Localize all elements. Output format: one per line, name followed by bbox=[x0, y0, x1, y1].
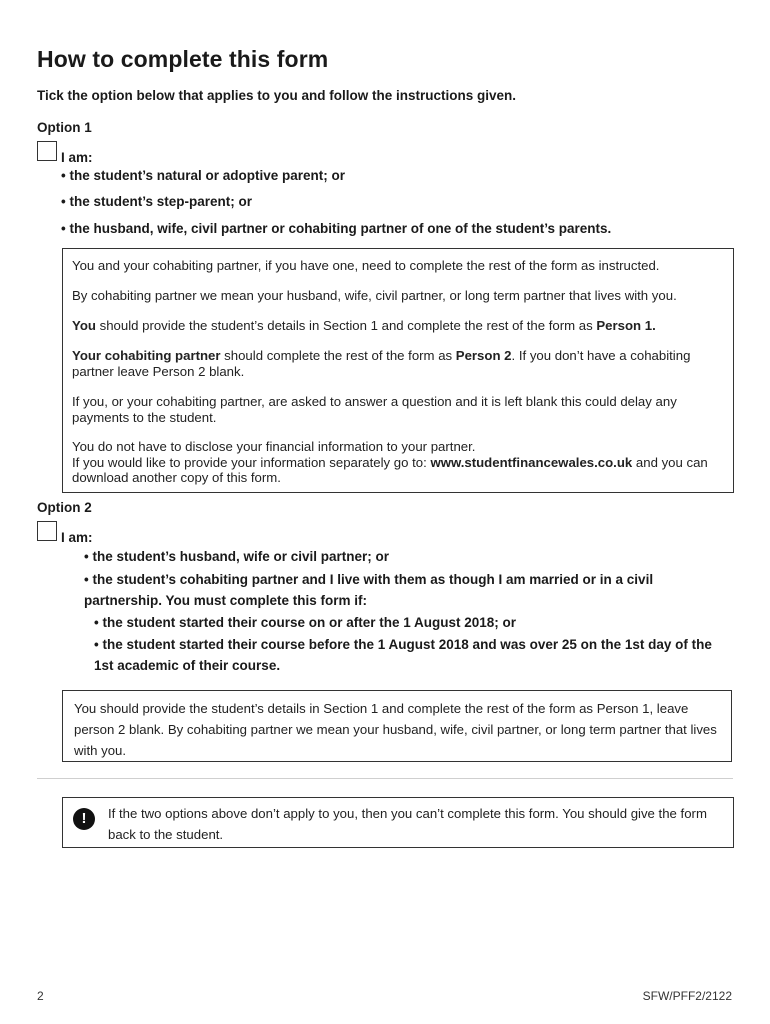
page-title: How to complete this form bbox=[37, 46, 329, 72]
info-paragraph: You should provide the student’s details in Section 1 and complete the rest of the form as Person 1. bbox=[72, 318, 656, 333]
exclamation-icon: ! bbox=[73, 808, 95, 830]
option-1-bullet: • the husband, wife, civil partner or cohabiting partner of one of the student’s parents. bbox=[61, 221, 612, 236]
website-link[interactable]: www.studentfinancewales.co.uk bbox=[430, 454, 633, 470]
option-2-sub-bullet: • the student started their course on or after the 1 August 2018; or bbox=[94, 615, 517, 630]
info-paragraph: You do not have to disclose your financial information to your partner. If you would like to provide your information separately go to: www.studentfinancewales.co.uk and you can download another copy of this form. bbox=[72, 439, 708, 485]
info-paragraph: By cohabiting partner we mean your husband, wife, civil partner, or long term partner that lives with you. bbox=[72, 288, 677, 303]
option-2-info-box bbox=[62, 690, 732, 762]
info-paragraph: You should provide the student’s details in Section 1 and complete the rest of the form as Person 1, leave person 2 blank. By cohabiting partner we mean your husband, wife, civil partner, or long term partner that lives with you. bbox=[74, 701, 717, 758]
form-code: SFW/PFF2/2122 bbox=[642, 989, 732, 1003]
divider bbox=[37, 778, 733, 779]
option-2-i-am: I am: bbox=[61, 530, 93, 545]
option-1-bullet: • the student’s natural or adoptive parent; or bbox=[61, 168, 346, 183]
option-1-checkbox[interactable] bbox=[37, 141, 57, 161]
option-2-sub-bullet: • the student started their course before the 1 August 2018 and was over 25 on the 1st day of the 1st academic of their course. bbox=[94, 637, 712, 673]
option-1-label: Option 1 bbox=[37, 120, 92, 135]
alert-text: If the two options above don’t apply to you, then you can’t complete this form. You should give the form back to the student. bbox=[108, 806, 707, 842]
info-paragraph: If you, or your cohabiting partner, are asked to answer a question and it is left blank this could delay any payments to the student. bbox=[72, 394, 677, 425]
option-1-bullet: • the student’s step-parent; or bbox=[61, 194, 252, 209]
info-paragraph: Your cohabiting partner should complete the rest of the form as Person 2. If you don’t have a cohabiting partner leave Person 2 blank. bbox=[72, 348, 691, 379]
alert-box bbox=[62, 797, 734, 848]
option-1-i-am: I am: bbox=[61, 150, 93, 165]
option-2-bullet: • the student’s husband, wife or civil partner; or bbox=[84, 549, 390, 564]
option-2-label: Option 2 bbox=[37, 500, 92, 515]
option-2-checkbox[interactable] bbox=[37, 521, 57, 541]
option-1-info-box bbox=[62, 248, 734, 493]
page-number: 2 bbox=[37, 989, 44, 1003]
intro-text: Tick the option below that applies to you and follow the instructions given. bbox=[37, 88, 517, 103]
option-2-bullet: • the student’s cohabiting partner and I live with them as though I am married or in a civil partnership. You must complete this form if: bbox=[84, 572, 654, 608]
info-paragraph: You and your cohabiting partner, if you have one, need to complete the rest of the form as instructed. bbox=[72, 258, 660, 273]
